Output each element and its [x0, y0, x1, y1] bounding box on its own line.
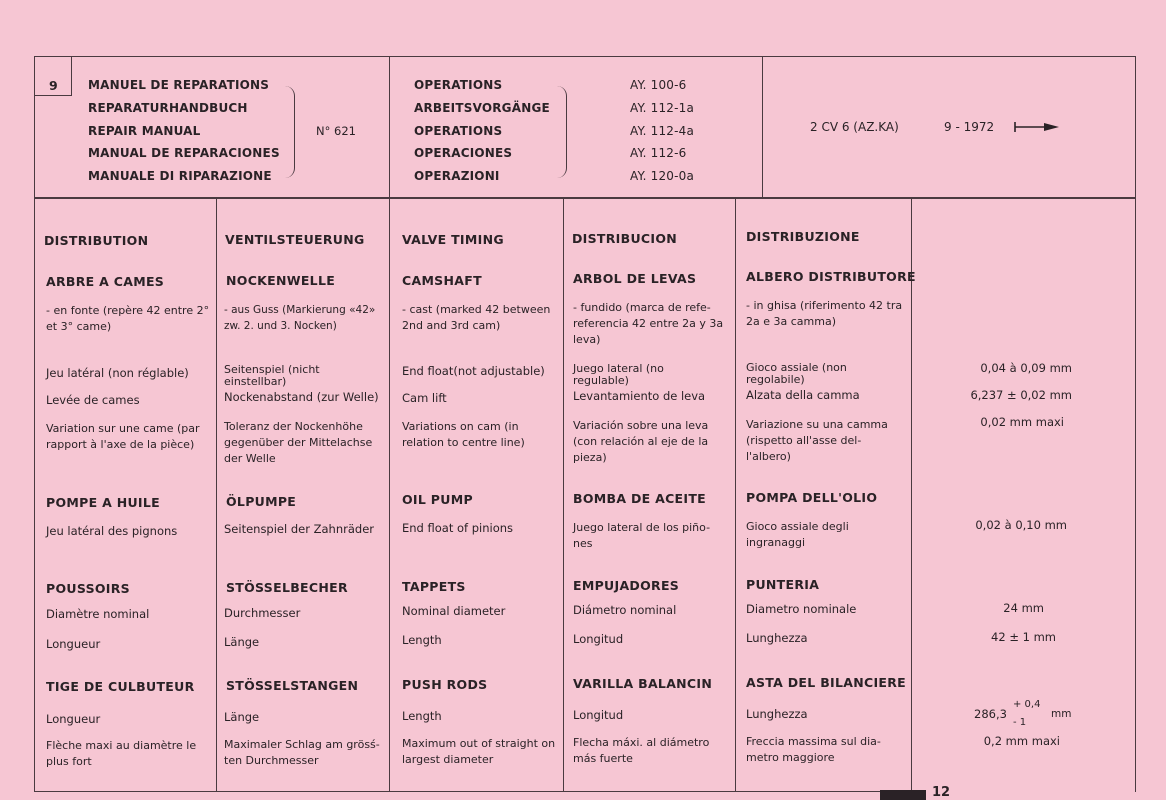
- row-label-de: Seitenspiel der Zahnräder: [224, 522, 374, 536]
- row-label-en: Length: [402, 633, 442, 647]
- section-heading-de: ÖLPUMPE: [226, 494, 297, 509]
- section-heading-en: TAPPETS: [402, 579, 466, 594]
- manual-number: N° 621: [316, 124, 356, 138]
- operations-en: OPERATIONS: [414, 123, 503, 138]
- operations-fr: OPERATIONS: [414, 78, 503, 92]
- row-label-en: Variations on cam (in relation to centre line): [402, 420, 525, 449]
- manual-title-es: MANUAL DE REPARACIONES: [88, 146, 280, 161]
- row-label-en: Nominal diameter: [402, 604, 506, 618]
- column-header-en: VALVE TIMING: [402, 232, 504, 247]
- issue-date: 9 - 1972: [944, 120, 995, 134]
- page-index: 9: [49, 78, 58, 93]
- value-tappet-length: 42 ± 1 mm: [991, 630, 1056, 644]
- operations-it: OPERAZIONI: [414, 169, 500, 184]
- row-label-fr: Longueur: [46, 637, 101, 651]
- row-label-it: Lunghezza: [746, 707, 808, 721]
- value-variation: 0,02 mm maxi: [980, 415, 1064, 429]
- row-label-fr: Longueur: [46, 712, 101, 726]
- vehicle-model: 2 CV 6 (AZ.KA): [810, 120, 899, 134]
- table-left-border: [34, 198, 35, 792]
- row-label-it: Variazione su una camma (rispetto all'asse del- l'albero): [746, 418, 888, 463]
- value-cam-lift: 6,237 ± 0,02 mm: [970, 388, 1072, 402]
- material-es: - fundido (marca de refe- referencia 42 entre 2a y 3a leva): [573, 301, 724, 346]
- manual-title-en: REPAIR MANUAL: [88, 123, 201, 138]
- table-right-border: [1135, 198, 1136, 792]
- row-label-es: Levantamiento de leva: [573, 389, 706, 403]
- material-de: - aus Guss (Markierung «42» zw. 2. und 3. Nocken): [224, 304, 376, 332]
- manual-titles: [88, 74, 280, 188]
- titles-brace: [284, 86, 295, 178]
- value-tappet-diameter: 24 mm: [1003, 601, 1044, 615]
- right-arrow-icon: [1014, 120, 1060, 134]
- row-label-en: Length: [402, 709, 442, 723]
- table-top-line: [34, 198, 1136, 199]
- col-divider-en: [389, 198, 390, 792]
- section-heading-fr: POMPE A HUILE: [46, 495, 160, 510]
- operation-code: AY. 112-4a: [630, 123, 695, 138]
- material-en: - cast (marked 42 between 2nd and 3rd cam): [402, 303, 551, 332]
- row-label-fr: Levée de cames: [46, 393, 140, 407]
- page-number: 12: [932, 785, 951, 800]
- row-label-it: Diametro nominale: [746, 602, 857, 616]
- value-pinion-float: 0,02 à 0,10 mm: [975, 518, 1067, 532]
- row-label-es: Diámetro nominal: [573, 603, 677, 617]
- operation-code: AY. 112-6: [630, 146, 687, 161]
- row-label-fr: Jeu latéral (non réglable): [46, 366, 189, 380]
- section-heading-it: POMPA DELL'OLIO: [746, 490, 878, 505]
- col-divider-de: [216, 198, 217, 792]
- row-label-en: End float of pinions: [402, 521, 514, 535]
- operations-brace: [556, 86, 567, 178]
- row-label-de: Toleranz der Nockenhöhe gegenüber der Mittelachse der Welle: [224, 420, 373, 465]
- material-fr: - en fonte (repère 42 entre 2° et 3° came): [46, 304, 210, 333]
- row-label-it: Freccia massima sul dia- metro maggiore: [746, 735, 881, 764]
- page-number-tab: [880, 790, 926, 800]
- row-label-es: Longitud: [573, 708, 624, 722]
- row-label-es: Variación sobre una leva (con relación al eje de la pieza): [573, 419, 709, 464]
- section-heading-es: EMPUJADORES: [573, 578, 680, 593]
- section-heading-es: ARBOL DE LEVAS: [573, 271, 697, 286]
- section-heading-es: BOMBA DE ACEITE: [573, 491, 707, 506]
- section-heading-it: ASTA DEL BILANCIERE: [746, 675, 906, 690]
- section-heading-en: CAMSHAFT: [402, 273, 482, 288]
- col-divider-it: [735, 198, 736, 792]
- operation-code: AY. 112-1a: [630, 100, 695, 115]
- section-heading-fr: POUSSOIRS: [46, 581, 130, 596]
- row-label-es: Juego lateral (no regulable): [573, 362, 664, 387]
- section-heading-es: VARILLA BALANCIN: [573, 676, 713, 691]
- row-label-de: Länge: [224, 710, 260, 724]
- operation-codes: [630, 74, 694, 188]
- value-pushrod-length-unit: mm: [1051, 708, 1072, 720]
- operation-code: AY. 120-0a: [630, 169, 695, 184]
- column-header-fr: DISTRIBUTION: [44, 233, 149, 248]
- manual-title-it: MANUALE DI RIPARAZIONE: [88, 169, 272, 184]
- row-label-it: Gioco assiale (non regolabile): [746, 361, 847, 386]
- col-divider-values: [911, 198, 912, 792]
- col-divider-es: [563, 198, 564, 792]
- row-label-de: Länge: [224, 635, 260, 649]
- section-heading-en: OIL PUMP: [402, 492, 473, 507]
- row-label-de: Maximaler Schlag am grösś- ten Durchmesser: [224, 738, 380, 767]
- row-label-en: End float(not adjustable): [402, 364, 545, 378]
- row-label-fr: Diamètre nominal: [46, 607, 150, 621]
- row-label-it: Alzata della camma: [746, 388, 860, 402]
- column-header-es: DISTRIBUCION: [572, 231, 678, 246]
- value-pushrod-length-upper: + 0,4: [1013, 699, 1041, 710]
- value-end-float: 0,04 à 0,09 mm: [980, 361, 1072, 375]
- row-label-en: Maximum out of straight on largest diameter: [402, 737, 556, 766]
- row-label-fr: Jeu latéral des pignons: [46, 524, 178, 538]
- operations-es: OPERACIONES: [414, 146, 513, 161]
- row-label-de: Durchmesser: [224, 606, 301, 620]
- header-divider-1: [389, 56, 390, 198]
- row-label-en: Cam lift: [402, 391, 447, 405]
- row-label-it: Gioco assiale degli ingranaggi: [746, 520, 849, 549]
- value-out-of-straight: 0,2 mm maxi: [983, 734, 1060, 748]
- table-bottom-line: [34, 791, 912, 792]
- row-label-es: Longitud: [573, 632, 624, 646]
- operation-code: AY. 100-6: [630, 78, 687, 92]
- section-heading-it: PUNTERIA: [746, 577, 820, 592]
- row-label-it: Lunghezza: [746, 631, 808, 645]
- row-label-fr: Flèche maxi au diamètre le plus fort: [46, 739, 197, 768]
- section-heading-de: STÖSSELBECHER: [226, 580, 348, 595]
- row-label-es: Flecha máxi. al diámetro más fuerte: [573, 736, 710, 765]
- column-header-it: DISTRIBUZIONE: [746, 229, 860, 244]
- material-it: - in ghisa (riferimento 42 tra 2a e 3a camma): [746, 299, 903, 328]
- value-pushrod-length-base: 286,3: [974, 707, 1007, 721]
- section-heading-de: NOCKENWELLE: [226, 273, 336, 288]
- value-pushrod-length-lower: - 1: [1013, 717, 1027, 728]
- row-label-de: Nockenabstand (zur Welle): [224, 390, 379, 404]
- header-divider-2: [762, 56, 763, 198]
- column-header-de: VENTILSTEUERUNG: [225, 232, 365, 247]
- operations-de: ARBEITSVORGÄNGE: [414, 100, 550, 115]
- section-heading-de: STÖSSELSTANGEN: [226, 678, 359, 693]
- row-label-fr: Variation sur une came (par rapport à l'axe de la pièce): [46, 422, 200, 451]
- manual-title-fr: MANUEL DE REPARATIONS: [88, 78, 270, 92]
- section-heading-fr: TIGE DE CULBUTEUR: [46, 679, 195, 694]
- section-heading-fr: ARBRE A CAMES: [46, 274, 165, 289]
- section-heading-it: ALBERO DISTRIBUTORE: [746, 269, 916, 284]
- operations-list: [414, 74, 550, 188]
- section-heading-en: PUSH RODS: [402, 677, 488, 692]
- manual-title-de: REPARATURHANDBUCH: [88, 100, 248, 115]
- row-label-de: Seitenspiel (nicht einstellbar): [224, 363, 320, 388]
- row-label-es: Juego lateral de los piño- nes: [573, 521, 711, 550]
